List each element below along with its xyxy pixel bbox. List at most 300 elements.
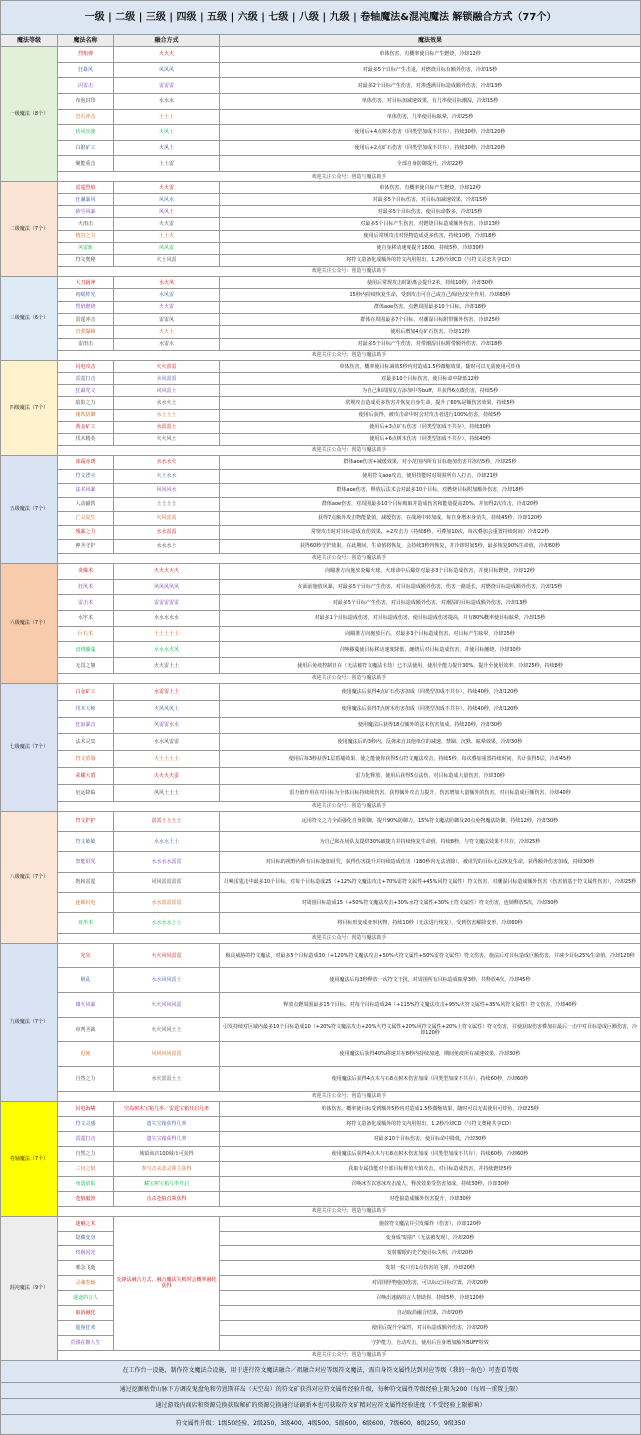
table-row (1, 301, 641, 313)
magic-recipe: 火火雷 (114, 218, 220, 230)
magic-recipe: 雷雷雷 (114, 78, 220, 94)
magic-effect: 获得7点额外攻击物能量值，减缓伤害，在战场中转加成，每自身增本身消失，持续45秒，冷却120秒 (220, 511, 641, 525)
level-cell: 九级魔法（7个） (1, 943, 58, 1101)
magic-effect: 使用后常规攻击对怪物造成更多伤害，持续10秒，冷却18秒 (220, 230, 641, 242)
magic-name: 雷雨击 (58, 338, 114, 350)
separator-note: 欢迎关注公众号：创造与魔法助手 (58, 553, 641, 563)
magic-effect: 使用后常规攻击时距离会提升2米，持续10秒，冷却30秒 (220, 276, 641, 288)
table-row (1, 943, 641, 968)
magic-name: 狂风术 (58, 579, 114, 595)
magic-effect: 使用魔法后每3秒释放一次符文干扰，对周围所有目标造成眩晕3秒，共释放4次，冷却45秒 (220, 968, 641, 993)
table-row (1, 1191, 641, 1206)
magic-recipe: 水风雷雷 (114, 373, 220, 385)
magic-recipe: 风风雷 (114, 242, 220, 254)
magic-recipe: 土土雷 (114, 156, 220, 172)
magic-effect: 使用后+2点矿石伤害（同类型加成不共存），持续30秒，冷却120秒 (220, 140, 641, 156)
magic-name: 狂瀑咒文 (58, 385, 114, 397)
magic-name: 审判圣裁 (58, 1017, 114, 1042)
magic-name: 极乱 (58, 968, 114, 993)
magic-recipe: 水水水火风 (114, 642, 220, 658)
magic-name: 伐木大师 (58, 700, 114, 717)
level-cell: 卷轴魔法（7个） (1, 1101, 58, 1216)
separator-note: 欢迎关注公众号：创造与魔法助手 (58, 801, 641, 811)
magic-name: 亡灵复生 (58, 511, 114, 525)
magic-effect: 将符文造备化成额外的符文内用射出，1.2秒冷却CD（与符文灵恋共享CD） (220, 254, 641, 266)
magic-recipe: 火风雷雷 (114, 511, 220, 525)
magic-name: 雄火风暴 (58, 993, 114, 1018)
magic-name: 白银矿工 (58, 140, 114, 156)
magic-name: 烈焰弹 (58, 47, 114, 63)
magic-recipe: 水水水火 (114, 455, 220, 469)
magic-name: 符文灵感 (58, 1116, 114, 1131)
table-row (1, 254, 641, 266)
magic-recipe: 火火火火火 (114, 563, 220, 579)
table-row (1, 483, 641, 497)
table-row (1, 1261, 641, 1276)
magic-name: 烈焰燃烧 (58, 301, 114, 313)
table-row (1, 433, 641, 445)
magic-effect: 使用魔法后获得18点额外的法术伤害加成，持续20秒，冷却30秒 (220, 717, 641, 734)
magic-effect: 使用魔法后获得40%移速并在8秒内持续加速，期间免疫所有减速效果，冷却30秒 (220, 1042, 641, 1067)
magic-effect: 守护能力，自动攻击，使用后自身增加额外BUFF特效 (220, 1335, 641, 1350)
header-recipe: 融合方式 (114, 35, 220, 47)
table-row (1, 140, 641, 156)
separator-note: 欢迎关注公众号：创造与魔法助手 (58, 350, 641, 360)
magic-effect: 使用魔法后获得4点矿石伤害加成（同类型加成不共存），持续40秒，冷却120秒 (220, 683, 641, 700)
table-row (1, 579, 641, 595)
magic-recipe: 火火风土 (114, 433, 220, 445)
magic-recipe: 水水火土 (114, 397, 220, 409)
magic-effect: 使用后增加4点矿石伤害，冷却12秒 (220, 326, 641, 338)
magic-effect: 变身成"暗影"（无法被发现），冷却20秒 (220, 1231, 641, 1246)
magic-recipe: 风雷雷水水 (114, 717, 220, 734)
magic-recipe: 火火风风土土 (114, 1017, 220, 1042)
table-row (1, 1276, 641, 1291)
magic-name: 取消融化 (58, 1305, 114, 1320)
magic-name: 角落焰影 (58, 1176, 114, 1191)
magic-name: 法术灵冥 (58, 734, 114, 751)
magic-effect: 常规攻击时对目标造成直伤效果，+2攻击力（持续8秒，可叠加10次，每次叠加会重置持续时间）冷却22秒 (220, 525, 641, 539)
magic-recipe: 火火雷 (114, 301, 220, 313)
magic-recipe: 雷雷风 (114, 313, 220, 325)
magic-recipe: 风风土 (114, 206, 220, 218)
magic-effect: 召唤雷霆击中最多10个目标，对每个目标造成25（+12%符文魔法攻击+70%雷符文属性+45%风符文属性）符文伤害，对潮湿目标造成额外伤害（伤害值基于符文属性伤害），冷却25秒 (220, 872, 641, 892)
magic-effect: 对最多5个目标伤害，对目标加减速效果，冷却15秒 (220, 194, 641, 206)
magic-effect: 引发持续对区域内最多10个目标造成10（+20%符文魔法攻击+20%火符文属性+20%风符文属性+20%土符文属性）符文伤害，并使获取伤害叠加在最后一击中对目标造成巨额伤害，冷却120秒 (220, 1017, 641, 1042)
magic-recipe: 水水风风雷土 (114, 968, 220, 993)
magic-recipe: 风风雷土 (114, 385, 220, 397)
magic-recipe: 水水雷雷 (114, 525, 220, 539)
magic-name: 迷魅之术 (58, 1216, 114, 1231)
magic-effect: 运用符文之力全面强化自身防御，提升90%防御力，15%符文魔法防御及20点免物魔法防御，持续12秒，冷却30秒 (220, 811, 641, 831)
magic-name: 熔岩之力 (58, 230, 114, 242)
magic-name: 盘绕藤蔓 (58, 642, 114, 658)
table-row (1, 182, 641, 194)
table-row (1, 47, 641, 63)
table-row (1, 78, 641, 94)
separator-note: 欢迎关注公众号：创造与魔法助手 (58, 172, 641, 182)
table-row (1, 360, 641, 372)
magic-effect: 群体aoe伤害，对周围最多10个目标吸取并造成伤害和能量提高20%，并加得2次攻击，冷却20秒 (220, 497, 641, 511)
magic-name: 聚能重击 (58, 156, 114, 172)
magic-effect: 对周围目标造成15（+50%符文魔法攻击+30%水符文属性+30%土符文属性）符文伤害，连锁释放5次，冷却30秒 (220, 893, 641, 913)
magic-recipe: 水水水土土 (114, 832, 220, 852)
magic-name: 炎爆术 (58, 563, 114, 579)
table-row (1, 1116, 641, 1131)
magic-name: 闪雷击 (58, 78, 114, 94)
magic-name: 饱和雷霆 (58, 872, 114, 892)
magic-name: 伏风步使 (58, 125, 114, 141)
table-row (1, 751, 641, 768)
table-row (1, 1305, 641, 1320)
table-row (1, 338, 641, 350)
magic-recipe: 火风风风土 (114, 700, 220, 717)
magic-recipe: 火火雷 (114, 182, 220, 194)
table-row (1, 455, 641, 469)
magic-name: 隐藏变身 (58, 1231, 114, 1246)
table-row (1, 276, 641, 288)
magic-effect: 对最多5个目标产生伤害，对带潮湿目标附带额外伤害，冷却18秒 (220, 338, 641, 350)
magic-effect: 使用后+6点树木伤害（同类型加成不共存），持续40秒 (220, 433, 641, 445)
magic-effect: 对目标的视野内所有目标施加诅咒，获得伤害提升并持续造成伤害（180秒内无法清除），被诅咒的目标无法恢复生命，获得额外伤害加成，持续30秒 (220, 852, 641, 872)
magic-effect: 雷力化释放，使用后获得5点法伤，对目标造成大量伤害，冷却30秒 (220, 768, 641, 785)
magic-recipe: 城镇商店100城市可获得 (114, 1146, 220, 1161)
table-row (1, 511, 641, 525)
table-row (1, 409, 641, 421)
magic-name: 符文盾墙 (58, 751, 114, 768)
magic-effect: 为自己和周围友方添加中等buff，并获得6点微伤害，持续5秒 (220, 385, 641, 397)
magic-effect: 使自身移动速度提升1800，持续5秒，冷却30秒 (220, 242, 641, 254)
magic-recipe: 风风风风风 (114, 579, 220, 595)
footer-note: 在工作台一设施，制作符文魔法合设施，用于进行符文魔法融合／祖融合对应等级符文魔法，需自身符文属性达到对应等级（我的一角色）可查看等级 (1, 1360, 641, 1382)
magic-recipe: 土土土土土 (114, 626, 220, 642)
magic-effect: 获得60秒守护效果，在此期间，生命值将恢复，会持续3秒内恢复，并冷却时间5秒，最多恢复90%生命值，冷却60秒 (220, 539, 641, 553)
magic-name: 符文奥秘 (58, 254, 114, 266)
magic-recipe: 水水水水雷雷 (114, 852, 220, 872)
table-row (1, 230, 641, 242)
magic-name: 迷途的言人 (58, 1291, 114, 1306)
magic-recipe: 水风雷 (114, 289, 220, 301)
table-row (1, 832, 641, 852)
magic-recipe: 火火风风风雷 (114, 993, 220, 1018)
level-cell: 六级魔法（7个） (1, 563, 58, 683)
magic-name: 厄运降临 (58, 784, 114, 801)
table-row (1, 194, 641, 206)
magic-name: 狂浪暴击 (58, 717, 114, 734)
magic-name: 闪电攻击 (58, 360, 114, 372)
magic-effect: 单体伤害，概率使目标减效5秒内对造成1.5秒微缩效果，随时可以无需使用可炸鱼 (220, 360, 641, 372)
magic-recipe: 火土水水 (114, 469, 220, 483)
table-row (1, 1320, 641, 1335)
magic-name: 自然之力 (58, 1067, 114, 1092)
magic-effect: 使用魔法后获得4点木与石8点树木伤害加成（同类型加成不共存），持续60秒，冷却60秒 (220, 1146, 641, 1161)
header-level: 魔法等级 (1, 35, 58, 47)
header-effect: 魔法效果 (220, 35, 641, 47)
magic-effect: 向瞄准方向施放炎爆火球，火球命中后爆炸对最多3个目标造成伤害，并使目标燃烧，冷却12秒 (220, 563, 641, 579)
level-cell: 三级魔法（6个） (1, 276, 58, 360)
magic-effect: 使用后获得，被攻击命中时会对攻击者进行100%伤害，持续5秒 (220, 409, 641, 421)
table-row (1, 497, 641, 511)
level-cell: 混沌魔法（9个） (1, 1216, 58, 1360)
magic-recipe: 风风雷雷雷雷 (114, 872, 220, 892)
magic-name: 迟钝 (58, 1042, 114, 1067)
magic-effect: 向瞄准方向施放巨石，对最多3个目标造成伤害，对目标产生眩晕，冷却25秒 (220, 626, 641, 642)
magic-effect: 全部自身防御提升，冷却22秒 (220, 156, 641, 172)
table-row (1, 595, 641, 611)
magic-recipe: 火风土 (114, 140, 220, 156)
magic-effect: 对最多10个目标伤害，使目标命中降低12秒 (220, 373, 641, 385)
magic-effect: 对周围怪物施加伤害，可以标记目标位置，冷却20秒 (220, 1276, 641, 1291)
table-row (1, 125, 641, 141)
separator-note: 欢迎关注公众号：创造与魔法助手 (58, 445, 641, 455)
magic-effect: 使用后每3秒获得1层盾墙效果，使之能使你获得5点符文魔法攻击，持续5秒，每次叠加重置持续时间，共计获得5层，冷却45秒 (220, 751, 641, 768)
magic-effect: 极具威胁的符文魔法，对最多5个目标造成30（+120%符文魔法攻击+50%火符文属性+50%雷符文属性）符文伤害，施法后对目标造成巨额伤害，并减少目标25%生命值，冷却120秒 (220, 943, 641, 968)
magic-recipe: 雷雷土土土土 (114, 811, 220, 831)
magic-effect: 获取专属技能对全部目标释放火焰攻击，对目标造成伤害，并持续燃烧5秒 (220, 1161, 641, 1176)
magic-recipe: 水水风雷雷 (114, 734, 220, 751)
magic-name: 超频狂欢 (58, 1320, 114, 1335)
magic-recipe: 水雷雷土 (114, 421, 220, 433)
magic-recipe: 雷雷雷雷雷 (114, 595, 220, 611)
magic-effect: 使用后+3点矿石伤害（同类型加成不共存），持续30秒 (220, 421, 641, 433)
magic-effect: 发射耀眼的光芒使目标失明，冷却20秒 (220, 1246, 641, 1261)
magic-recipe: 水水水 (114, 93, 220, 109)
magic-effect: 召唤藤蔓使目标移动速度降低，缠绕后对目标造成伤害，并使目标缠绕，冷却30秒 (220, 642, 641, 658)
magic-name: 刚铁防御 (58, 409, 114, 421)
magic-effect: 施放符文魔法并引发爆炸（伤害），冷却120秒 (220, 1216, 641, 1231)
magic-recipe: 水水水土 (114, 539, 220, 553)
table-row (1, 1042, 641, 1067)
magic-name: 残暴之力 (58, 525, 114, 539)
magic-effect: 对最多5个目标产生伤害，对目标造成额外伤害，对潮湿的目标造成额外伤害，冷却13秒 (220, 595, 641, 611)
magic-name: 雷霆冲击 (58, 313, 114, 325)
magic-recipe: 火土土土土 (114, 751, 220, 768)
footer-note: 符文属性升级：1级50经验，2级250，3级400，4级500，5级600，6级600，7级600，8级250，9级350 (1, 1414, 641, 1434)
magic-name: 狂暴风 (58, 62, 114, 78)
magic-name: 雷霆打击 (58, 1131, 114, 1146)
table-row (1, 717, 641, 734)
magic-effect: 单体伤害，对目标加减速效果，有几率使目标潮湿，冷却15秒 (220, 93, 641, 109)
magic-recipe: 土土土土 (114, 497, 220, 511)
magic-recipe: 风风风风雷雷 (114, 1042, 220, 1067)
magic-name: 巨石术 (58, 626, 114, 642)
magic-effect: 对最多2个目标产生伤害，对渗透满目标造成额外伤害，冷却13秒 (220, 78, 641, 94)
table-row (1, 1216, 641, 1231)
magic-recipe: 先锋法融合方式，融合魔法失败时会概率融化获得 (114, 1216, 220, 1350)
table-row (1, 852, 641, 872)
table-row (1, 1161, 641, 1176)
magic-effect: 在面前施放风暴，对最多5个目标产生伤害，对目标造成额外伤害，伤害一路延长，对燃烧目标造成额外伤害，冷却15秒 (220, 579, 641, 595)
table-row (1, 1335, 641, 1350)
table-row (1, 913, 641, 933)
table-row (1, 373, 641, 385)
magic-name: 雷霆打击 (58, 373, 114, 385)
level-cell: 八级魔法（7个） (1, 811, 58, 943)
magic-recipe: 土土火 (114, 230, 220, 242)
separator-note: 欢迎关注公众号：创造与魔法助手 (58, 1206, 641, 1216)
magic-name: 荒谬在朝人生 (58, 1335, 114, 1350)
magic-recipe: 火火土 (114, 326, 220, 338)
magic-effect: 使用后提升全属性，对目标造成额外伤害，冷却20秒 (220, 1320, 641, 1335)
magic-recipe: 击杀苍狼首领获得 (114, 1191, 220, 1206)
table-row (1, 700, 641, 717)
magic-name: 冰霜赤诱 (58, 455, 114, 469)
table-row (1, 525, 641, 539)
table-row (1, 893, 641, 913)
magic-recipe: 火火雷土土 (114, 658, 220, 674)
table-row (1, 1146, 641, 1161)
magic-recipe: 水水水水水 (114, 611, 220, 627)
magic-name: 火雨击 (58, 218, 114, 230)
separator-note: 欢迎关注公众号：创造与魔法助手 (58, 266, 641, 276)
magic-name: 雷击术 (58, 595, 114, 611)
footer-note: 通过游戏内商店和资源兑换获取秘矿的资源兑换通行证刷新本也可获取符文矿精对应符文属性经验进度（不受经验上限影响） (1, 1398, 641, 1414)
magic-name: 白金矿工 (58, 683, 114, 700)
magic-effect: 对最多1个目标造成伤害，对目标造成伤害，使目标造成伤害提高，并有80%概率使目标眩晕，冷却15秒 (220, 611, 641, 627)
level-cell: 七级魔法（7个） (1, 683, 58, 811)
magic-name: 法术风暴 (58, 483, 114, 497)
magic-name: 祭能诅咒 (58, 852, 114, 872)
table-row (1, 397, 641, 409)
magic-name: 闪电海啸 (58, 1101, 114, 1116)
table-row (1, 1017, 641, 1042)
magic-effect: 使用后+4点树木伤害（同类型加成不共存），持续30秒，冷却120秒 (220, 125, 641, 141)
magic-effect: 单体伤害，概率使目标受到额外5秒内对造成1.5秒微缩效果，随时可以无需使用可炸鱼，冷却25秒 (220, 1101, 641, 1116)
magic-effect: 对最多5个目标伤害，使目标命数多，冷却15秒 (220, 206, 641, 218)
table-row (1, 1131, 641, 1146)
magic-effect: 群体aoe伤害，释放后法术会对最多10个目标，对燃烧目标附加额外伤害，冷却18秒 (220, 483, 641, 497)
table-row (1, 968, 641, 993)
magic-name: 三官之焰 (58, 1161, 114, 1176)
header-name: 魔法名称 (58, 35, 114, 47)
magic-name: 连锁闪电 (58, 893, 114, 913)
table-row (1, 1231, 641, 1246)
separator-note: 欢迎关注公众号：创造与魔法助手 (58, 933, 641, 943)
magic-name: 布泡封印 (58, 93, 114, 109)
magic-name: 大刀阔斧 (58, 276, 114, 288)
magic-recipe: 火火火 (114, 47, 220, 63)
table-row (1, 1291, 641, 1306)
magic-recipe: 水火雷雷土土 (114, 1067, 220, 1092)
magic-effect: 群体aoe伤害，点燃周围最多10个目标，冷却18秒 (220, 301, 641, 313)
table-row (1, 109, 641, 125)
magic-effect: 使用后免疫控制且在（无法被符文魔法卡劫）已不法使用，使用全能力提升30%，提升至使用效率，冷却25秒，持续8秒 (220, 658, 641, 674)
magic-name: 灵魂卷轴 (58, 1276, 114, 1291)
magic-name: 神圣守护 (58, 539, 114, 553)
magic-name: 岩石冲击 (58, 109, 114, 125)
magic-recipe: 土土土 (114, 109, 220, 125)
magic-name: 暗影之力 (58, 397, 114, 409)
magic-name: 符文敏敏 (58, 832, 114, 852)
magic-recipe: 火土风雷 (114, 254, 220, 266)
table-row (1, 784, 641, 801)
magic-recipe: 风风土土土 (114, 784, 220, 801)
magic-recipe: 水雷雷土土 (114, 683, 220, 700)
magic-effect: 对最多10个目标伤害，使目标命中降低，冷却30秒 (220, 1131, 641, 1146)
table-row (1, 1101, 641, 1116)
magic-name: 无畏之躯 (58, 658, 114, 674)
table-row (1, 563, 641, 579)
table-row (1, 734, 641, 751)
table-row (1, 156, 641, 172)
magic-recipe: 空岛树木宝箱几率／雷霆宝箱开启几率 (114, 1101, 220, 1116)
magic-recipe: 火火风风雷雷 (114, 943, 220, 968)
magic-recipe: 火火雷雷 (114, 360, 220, 372)
magic-effect: 对最多5个目标产生伤害，对燃烧目标造成额外伤害，冷却13秒 (220, 218, 641, 230)
magic-effect: 常规攻击造成更多伤害并恢复自身生命，提升了60%是额伤害效果，持续5秒 (220, 397, 641, 409)
table-row (1, 62, 641, 78)
magic-effect: 发射一枚只有1点伤害的飞弹，冷却20秒 (220, 1261, 641, 1276)
separator-note: 欢迎关注公众号：创造与魔法助手 (58, 1350, 641, 1360)
magic-recipe: 风风风水 (114, 483, 220, 497)
table-row (1, 242, 641, 254)
table-row (1, 385, 641, 397)
magic-name: 雷霆烈焰 (58, 182, 114, 194)
table-row (1, 1246, 641, 1261)
magic-effect: 单体伤害，有概率使目标产生燃烧，冷却12秒 (220, 182, 641, 194)
magic-effect: 对最多5个目标产生击退，对燃烧目标有额外伤害，冷却15秒 (220, 62, 641, 78)
magic-effect: 单体伤害，几率使目标眩晕，冷却25秒 (220, 109, 641, 125)
table-row (1, 658, 641, 674)
magic-effect: 将目标形变成亚形状物，持续10秒（无法进行恢复），受到伤害解除变形，冷却60秒 (220, 913, 641, 933)
magic-effect: 使用魔法后获得4点木与石8点树木伤害加成（同类型加成不共存），持续60秒，冷却60秒 (220, 1067, 641, 1092)
table-row (1, 313, 641, 325)
magic-name: 荣耀大盾 (58, 768, 114, 785)
magic-name: 砂尘风暴 (58, 206, 114, 218)
magic-name: 黄金矿工 (58, 421, 114, 433)
magic-recipe: 水水水水土土 (114, 913, 220, 933)
magic-effect: 召唤冰雪以寒冰攻击敌人，释放效果受伤害加成，持续30秒，冷却30秒 (220, 1176, 641, 1191)
magic-name: 风雷斩 (58, 242, 114, 254)
magic-recipe: 风风水 (114, 194, 220, 206)
magic-effect: 将符文造备化成额外的符文内用射出，1.2秒冷却CD（与符文奥秘共享CD） (220, 1116, 641, 1131)
table-row (1, 1176, 641, 1191)
level-cell: 二级魔法（7个） (1, 182, 58, 277)
magic-name: 水牢术 (58, 611, 114, 627)
magic-recipe: 火风土 (114, 125, 220, 141)
level-cell: 五级魔法（7个） (1, 455, 58, 563)
magic-effect: 召唤出迷路的言人帮助你，持续5秒，冷却120秒 (220, 1291, 641, 1306)
magic-recipe: 遗失宝箱获得几率 (114, 1131, 220, 1146)
table-row (1, 1067, 641, 1092)
magic-effect: 群体在周围最多7个目标，对潮湿目标附带额外伤害，冷却25秒 (220, 313, 641, 325)
table-row (1, 811, 641, 831)
magic-name: 自然之力 (58, 1146, 114, 1161)
separator-note: 欢迎关注公众号：创造与魔法助手 (58, 1091, 641, 1101)
magic-name: 苍狼毅勃 (58, 1191, 114, 1206)
magic-recipe: 风风风 (114, 62, 220, 78)
table-row (1, 326, 641, 338)
magic-recipe: 水水雷雷雷雷 (114, 893, 220, 913)
magic-recipe: 遗失宝箱获得几率 (114, 1116, 220, 1131)
magic-effect: 为自己和在场队友提供30%敏捷力并持续恢复生命值，持续8秒，与符文魔法效果不共存，冷却25秒 (220, 832, 641, 852)
magic-effect: 群体aoe伤害+减缓效果，对小范围内所有目标施加伤害并冻结5秒，冷却25秒 (220, 455, 641, 469)
table-row (1, 93, 641, 109)
magic-recipe: 水土土土 (114, 409, 220, 421)
magic-name: 光灾 (58, 943, 114, 968)
magic-recipe: 水火风 (114, 276, 220, 288)
table-row (1, 642, 641, 658)
table-row (1, 539, 641, 553)
table-row (1, 218, 641, 230)
table-row (1, 206, 641, 218)
separator-note: 欢迎关注公众号：创造与魔法助手 (58, 673, 641, 683)
magic-effect: 释放点燃周围最多15个目标，对每个目标造成24（+115%符文魔法攻击+95%火符文属性+35%风符文属性）符文伤害，冷却40秒 (220, 993, 641, 1018)
magic-name: 狂澜暴风 (58, 194, 114, 206)
table-row (1, 421, 641, 433)
level-cell: 一级魔法（8个） (1, 47, 58, 182)
table-row (1, 768, 641, 785)
